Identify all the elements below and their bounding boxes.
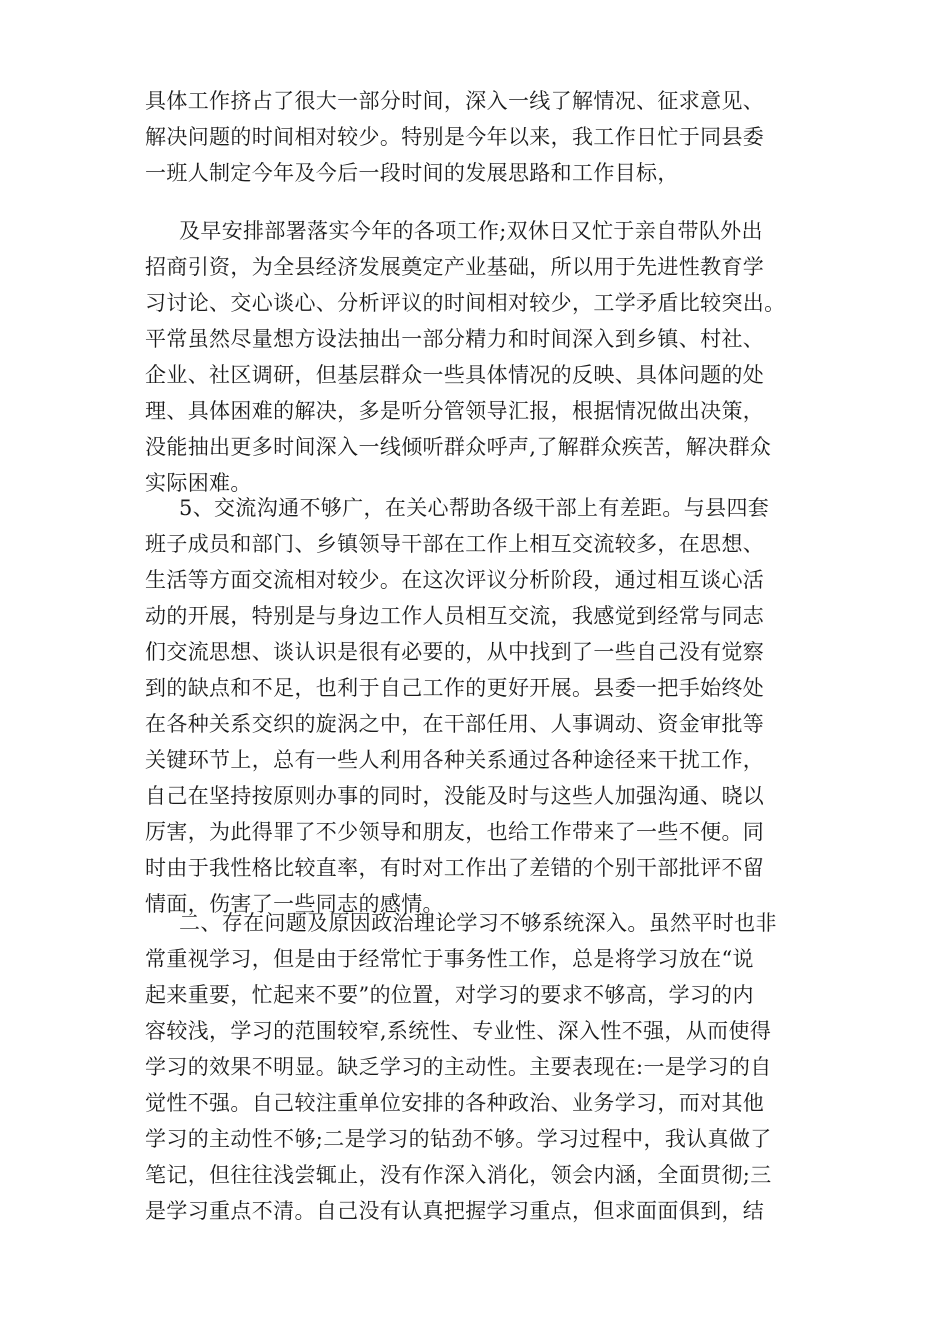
text-line: 在各种关系交织的旋涡之中，在干部任用、人事调动、资金审批等 — [145, 712, 765, 736]
text-line: 生活等方面交流相对较少。在这次评议分析阶段，通过相互谈心活 — [145, 568, 765, 592]
text-line: 常重视学习，但是由于经常忙于事务性工作，总是将学习放在“说 — [145, 947, 754, 971]
text-line: 到的缺点和不足，也利于自己工作的更好开展。县委一把手始终处 — [145, 676, 765, 700]
text-line: 习讨论、交心谈心、分析评议的时间相对较少，工学矛盾比较突出。 — [145, 291, 786, 315]
text-line: 学习的主动性不够;二是学习的钻劲不够。学习过程中，我认真做了 — [145, 1127, 772, 1151]
text-line: 时由于我性格比较直率，有时对工作出了差错的个别干部批评不留 — [145, 856, 765, 880]
text-line: 平常虽然尽量想方设法抽出一部分精力和时间深入到乡镇、村社、 — [145, 327, 765, 351]
text-line: 动的开展，特别是与身边工作人员相互交流，我感觉到经常与同志 — [145, 604, 765, 628]
text-line: 关键环节上，总有一些人利用各种关系通过各种途径来干扰工作， — [145, 748, 765, 772]
text-line: 们交流思想、谈认识是很有必要的，从中找到了一些自己没有觉察 — [145, 640, 765, 664]
text-line: 容较浅，学习的范围较窄,系统性、专业性、深入性不强，从而使得 — [145, 1019, 772, 1043]
text-line: 实际困难。 — [145, 471, 252, 495]
text-line: 是学习重点不清。自己没有认真把握学习重点，但求面面俱到，结 — [145, 1199, 765, 1223]
text-line: 厉害，为此得罪了不少领导和朋友，也给工作带来了一些不便。同 — [145, 820, 765, 844]
text-line: 笔记，但往往浅尝辄止，没有作深入消化，领会内涵，全面贯彻;三 — [145, 1163, 772, 1187]
text-line: 自己在坚持按原则办事的同时，没能及时与这些人加强沟通、晓以 — [145, 784, 765, 808]
text-line: 理、具体困难的解决，多是听分管领导汇报，根据情况做出决策， — [145, 399, 765, 423]
text-line: 企业、社区调研，但基层群众一些具体情况的反映、具体问题的处 — [145, 363, 765, 387]
text-line: 二、存在问题及原因政治理论学习不够系统深入。虽然平时也非 — [179, 911, 777, 935]
paragraph-1 — [145, 83, 815, 191]
text-line: 具体工作挤占了很大一部分时间，深入一线了解情况、征求意见、 — [145, 89, 765, 113]
text-line: 一班人制定今年及今后一段时间的发展思路和工作目标， — [145, 161, 679, 185]
text-line: 解决问题的时间相对较少。特别是今年以来，我工作日忙于同县委 — [145, 125, 765, 149]
paragraph-3 — [145, 490, 815, 922]
text-line: 学习的效果不明显。缺乏学习的主动性。主要表现在:一是学习的自 — [145, 1055, 772, 1079]
paragraph-4 — [145, 905, 815, 1229]
paragraph-2 — [145, 213, 815, 501]
text-line: 起来重要，忙起来不要”的位置，对学习的要求不够高，学习的内 — [145, 983, 754, 1007]
text-line: 情面，伤害了一些同志的感情。 — [145, 892, 444, 916]
text-line: 没能抽出更多时间深入一线倾听群众呼声,了解群众疾苦，解决群众 — [145, 435, 772, 459]
text-line: 班子成员和部门、乡镇领导干部在工作上相互交流较多，在思想、 — [145, 532, 765, 556]
text-line: 觉性不强。自己较注重单位安排的各种政治、业务学习，而对其他 — [145, 1091, 765, 1115]
text-line: 及早安排部署落实今年的各项工作;双休日又忙于亲自带队外出 — [179, 219, 763, 243]
text-line: 5、交流沟通不够广，在关心帮助各级干部上有差距。与县四套 — [179, 496, 770, 520]
text-line: 招商引资，为全县经济发展奠定产业基础，所以用于先进性教育学 — [145, 255, 765, 279]
